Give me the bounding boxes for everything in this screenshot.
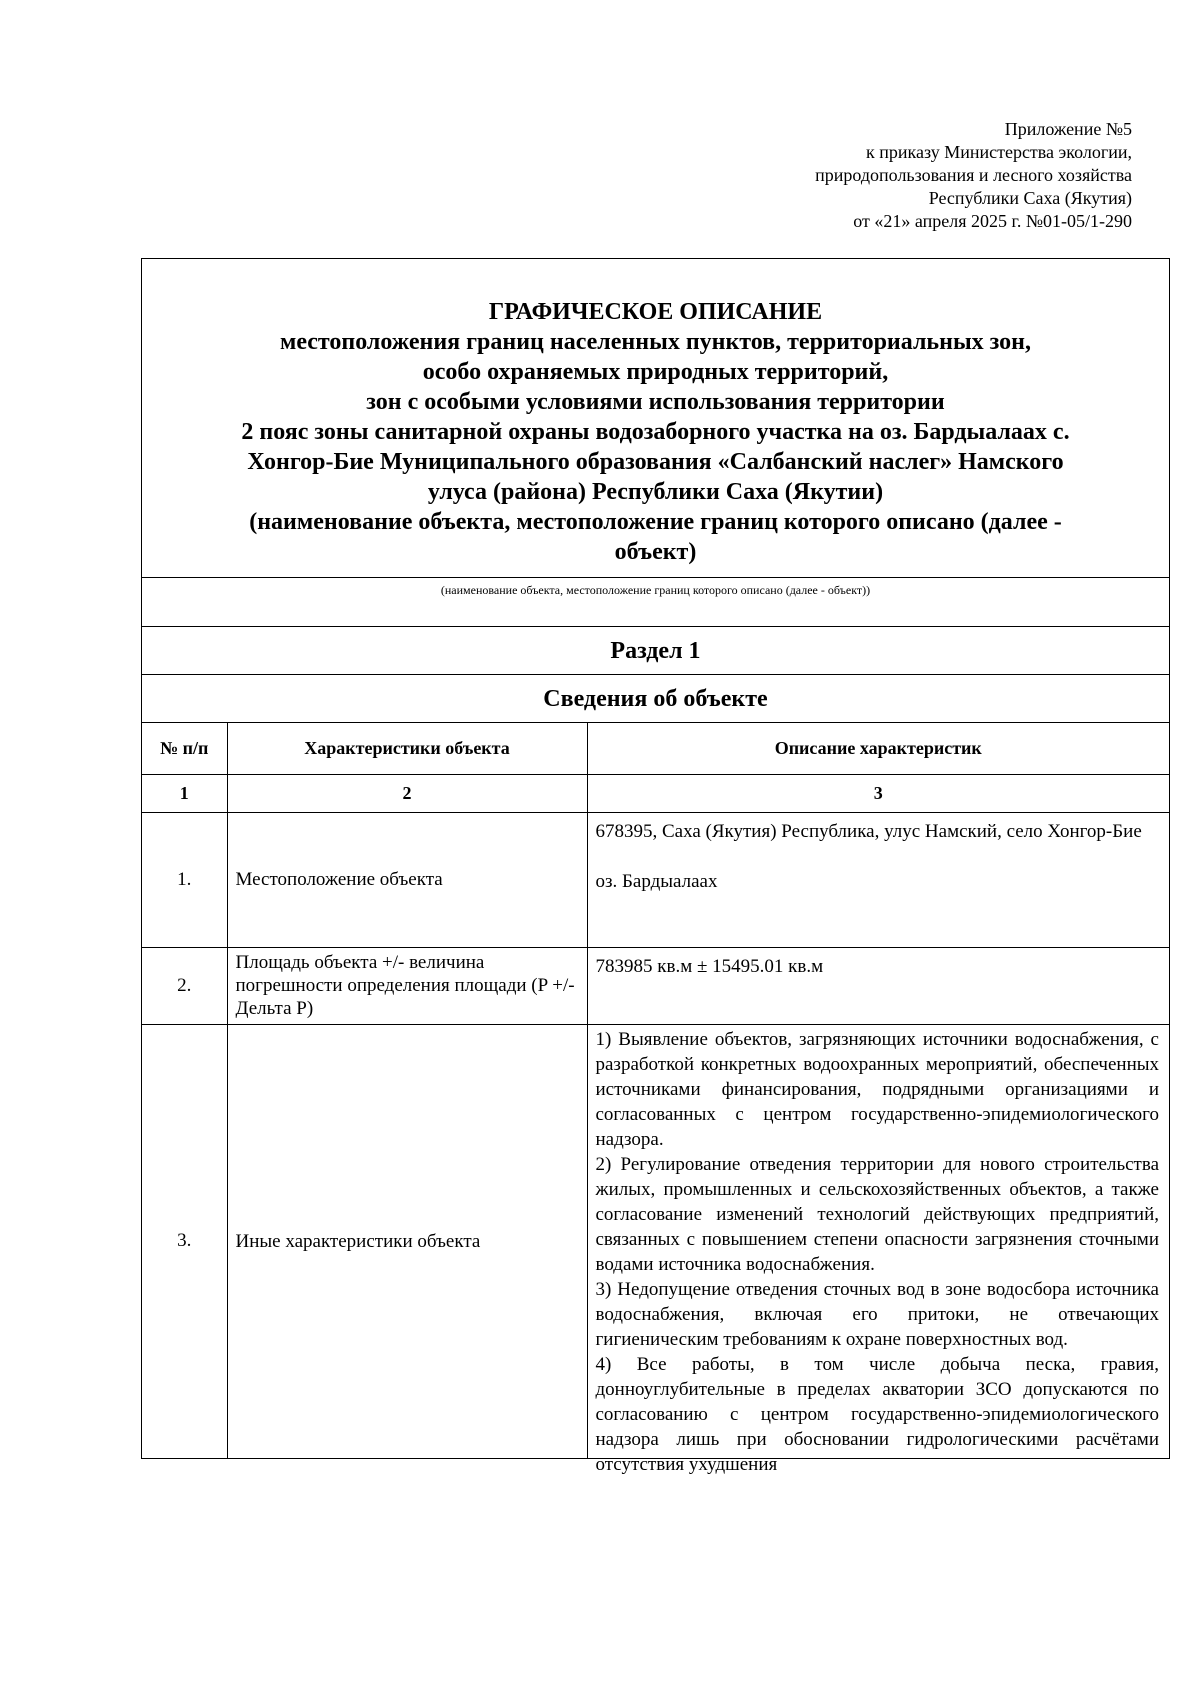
document-frame [141, 258, 1170, 1475]
row-description [587, 1024, 1169, 1475]
section-heading: Сведения об объекте [142, 675, 1169, 723]
title-line: ГРАФИЧЕСКОЕ ОПИСАНИЕ [488, 299, 823, 325]
header-line: от «21» апреля 2025 г. №01-05/1-290 [853, 211, 1132, 231]
header-cell-description: Описание характеристик [587, 723, 1169, 774]
row-number: 1. [142, 812, 227, 947]
row-label: Местоположение объекта [227, 812, 587, 947]
location-address: 678395, Саха (Якутия) Республика, улус Намский, село Хонгор-Бие [595, 820, 1142, 842]
column-number: 1 [142, 774, 227, 812]
object-info-table [142, 723, 1169, 1475]
object-name-caption: (наименование объекта, местоположение границ которого описано (далее - объект)) [142, 578, 1169, 627]
column-number: 3 [587, 774, 1169, 812]
title-line: объект) [614, 539, 697, 565]
list-item: 1) Выявление объектов, загрязняющих источники водоснабжения, с разработкой конкретных водоохранных мероприятий, обеспеченных источниками финансирования, подрядными организациями и согласованных с центром государственно-эпидемиологического надзора. [595, 1028, 1159, 1150]
area-value: 783985 кв.м ± 15495.01 кв.м [595, 955, 824, 977]
row-label: Площадь объекта +/- величина погрешности определения площади (P +/- Дельта P) [227, 947, 587, 1024]
section-name: Раздел 1 [142, 627, 1169, 675]
row-description [587, 812, 1169, 947]
header-cell-number: № п/п [142, 723, 227, 774]
approval-header [815, 118, 1132, 233]
document-title [142, 259, 1169, 578]
header-line: природопользования и лесного хозяйства [815, 165, 1132, 185]
header-line: Республики Саха (Якутия) [928, 188, 1132, 208]
row-description [587, 947, 1169, 1024]
table-header-row [142, 723, 1169, 774]
column-number-row [142, 774, 1169, 812]
row-number: 2. [142, 947, 227, 1024]
title-line: 2 пояс зоны санитарной охраны водозаборного участка на оз. Бардыалаах с. [241, 419, 1070, 445]
row-number: 3. [142, 1024, 227, 1458]
title-line: особо охраняемых природных территорий, [422, 359, 889, 385]
row-label: Иные характеристики объекта [227, 1024, 587, 1458]
title-line: (наименование объекта, местоположение границ которого описано (далее - [249, 509, 1062, 535]
table-row [142, 1024, 1169, 1458]
list-item: 3) Недопущение отведения сточных вод в зоне водосбора источника водоснабжения, включая его притоки, не отвечающих гигиеническим требованиям к охране поверхностных вод. [595, 1278, 1159, 1350]
header-cell-characteristics: Характеристики объекта [227, 723, 587, 774]
location-lake: оз. Бардыалаах [595, 870, 718, 892]
list-item: 2) Регулирование отведения территории для нового строительства жилых, промышленных и сельскохозяйственных объектов, а также согласование изменений технологий действующих предприятий, связанных с повышением степени опасности загрязнения сточными водами источника водоснабжения. [595, 1153, 1159, 1275]
table-row [142, 947, 1169, 1024]
title-line: местоположения границ населенных пунктов, территориальных зон, [279, 329, 1032, 355]
title-line: Хонгор-Бие Муниципального образования «Салбанский наслег» Намского [247, 449, 1064, 475]
title-line: улуса (района) Республики Саха (Якутии) [427, 479, 884, 505]
header-line: к приказу Министерства экологии, [865, 142, 1132, 162]
header-line: Приложение №5 [1004, 119, 1132, 139]
column-number: 2 [227, 774, 587, 812]
characteristics-list [595, 1027, 1160, 1475]
table-row [142, 812, 1169, 947]
list-item: 4) Все работы, в том числе добыча песка, гравия, донноуглубительные в пределах акватории ЗСО допускаются по согласованию с центром государственно-эпидемиологического надзора лишь при обосновании гидрологическими расчётами отсутствия ухудшения [595, 1353, 1159, 1475]
title-line: зон с особыми условиями использования территории [366, 389, 945, 415]
